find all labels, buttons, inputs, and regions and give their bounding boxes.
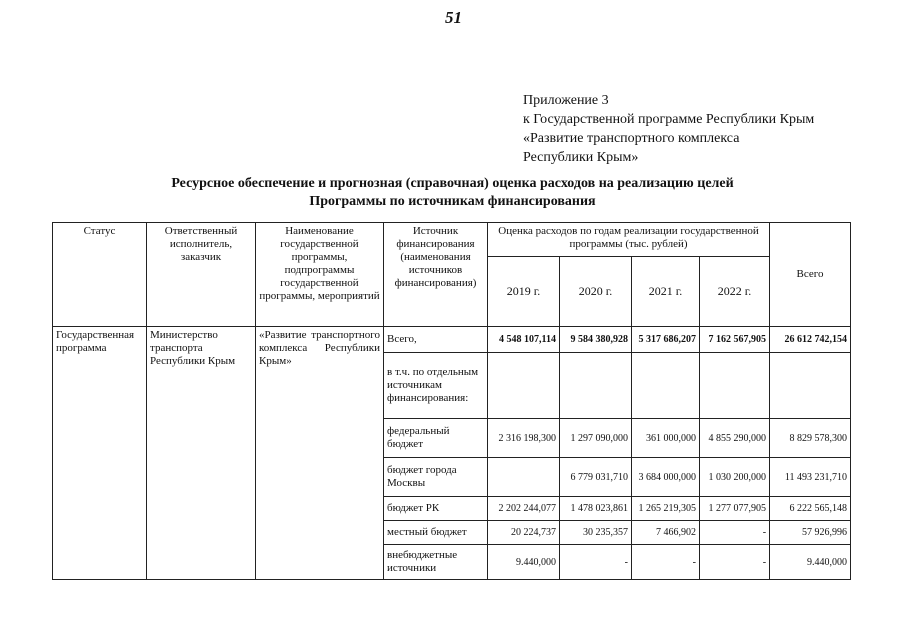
value-2019: 2 316 198,300: [488, 419, 560, 458]
source-cell: федеральный бюджет: [384, 419, 488, 458]
value-2022: 1 030 200,000: [700, 458, 770, 497]
value-2021: 7 466,902: [632, 521, 700, 545]
source-cell: внебюджетные источники: [384, 545, 488, 580]
header-estimate: Оценка расходов по годам реализации государственной программы (тыс. рублей): [488, 223, 770, 257]
header-2019: 2019 г.: [488, 257, 560, 327]
value-2020: [560, 353, 632, 419]
value-2020: 6 779 031,710: [560, 458, 632, 497]
value-2019: 2 202 244,077: [488, 497, 560, 521]
value-2021: [632, 353, 700, 419]
value-2022: -: [700, 545, 770, 580]
value-total: 11 493 231,710: [770, 458, 851, 497]
program-name-cell: «Развитие транспортного комплекса Республики Крым»: [256, 327, 384, 580]
appendix-line-4: Республики Крым»: [523, 150, 639, 165]
value-2022: [700, 353, 770, 419]
title-line-1: Ресурсное обеспечение и прогнозная (справочная) оценка расходов на реализацию целей: [171, 176, 734, 191]
source-cell: Всего,: [384, 327, 488, 353]
value-2021: 361 000,000: [632, 419, 700, 458]
page-number: 51: [445, 8, 462, 27]
source-cell: в т.ч. по отдельным источникам финансирования:: [384, 353, 488, 419]
appendix-line-1: Приложение 3: [523, 93, 609, 108]
source-cell: местный бюджет: [384, 521, 488, 545]
value-total: [770, 353, 851, 419]
value-total: 8 829 578,300: [770, 419, 851, 458]
value-2019: 4 548 107,114: [488, 327, 560, 353]
value-2021: -: [632, 545, 700, 580]
source-cell: бюджет города Москвы: [384, 458, 488, 497]
value-2019: 20 224,737: [488, 521, 560, 545]
value-2021: 1 265 219,305: [632, 497, 700, 521]
header-name: Наименование государственной программы, подпрограммы государственной программы, мероприятий: [256, 223, 384, 327]
value-total: 6 222 565,148: [770, 497, 851, 521]
value-total: 9.440,000: [770, 545, 851, 580]
header-2020: 2020 г.: [560, 257, 632, 327]
value-2021: 3 684 000,000: [632, 458, 700, 497]
status-cell: Государственная программа: [53, 327, 147, 580]
document-title: [0, 175, 905, 211]
value-2019: 9.440,000: [488, 545, 560, 580]
title-line-2: Программы по источникам финансирования: [309, 194, 596, 209]
value-2021: 5 317 686,207: [632, 327, 700, 353]
table-row: [53, 327, 851, 353]
header-2021: 2021 г.: [632, 257, 700, 327]
executor-cell: Министерство транспорта Республики Крым: [147, 327, 256, 580]
value-2019: [488, 353, 560, 419]
appendix-block: [523, 91, 814, 167]
value-2022: 1 277 077,905: [700, 497, 770, 521]
value-2020: 1 297 090,000: [560, 419, 632, 458]
value-2020: -: [560, 545, 632, 580]
value-2020: 30 235,357: [560, 521, 632, 545]
value-total: 26 612 742,154: [770, 327, 851, 353]
value-total: 57 926,996: [770, 521, 851, 545]
source-cell: бюджет РК: [384, 497, 488, 521]
value-2022: -: [700, 521, 770, 545]
appendix-line-2: к Государственной программе Республики Крым: [523, 112, 815, 127]
appendix-line-3: «Развитие транспортного комплекса: [523, 131, 740, 146]
header-status: Статус: [53, 223, 147, 327]
header-total: Всего: [770, 223, 851, 327]
header-source: Источник финансирования (наименования источников финансирования): [384, 223, 488, 327]
value-2020: 1 478 023,861: [560, 497, 632, 521]
value-2019: [488, 458, 560, 497]
header-2022: 2022 г.: [700, 257, 770, 327]
value-2020: 9 584 380,928: [560, 327, 632, 353]
value-2022: 4 855 290,000: [700, 419, 770, 458]
header-executor: Ответственный исполнитель, заказчик: [147, 223, 256, 327]
funding-table: [52, 222, 851, 580]
value-2022: 7 162 567,905: [700, 327, 770, 353]
